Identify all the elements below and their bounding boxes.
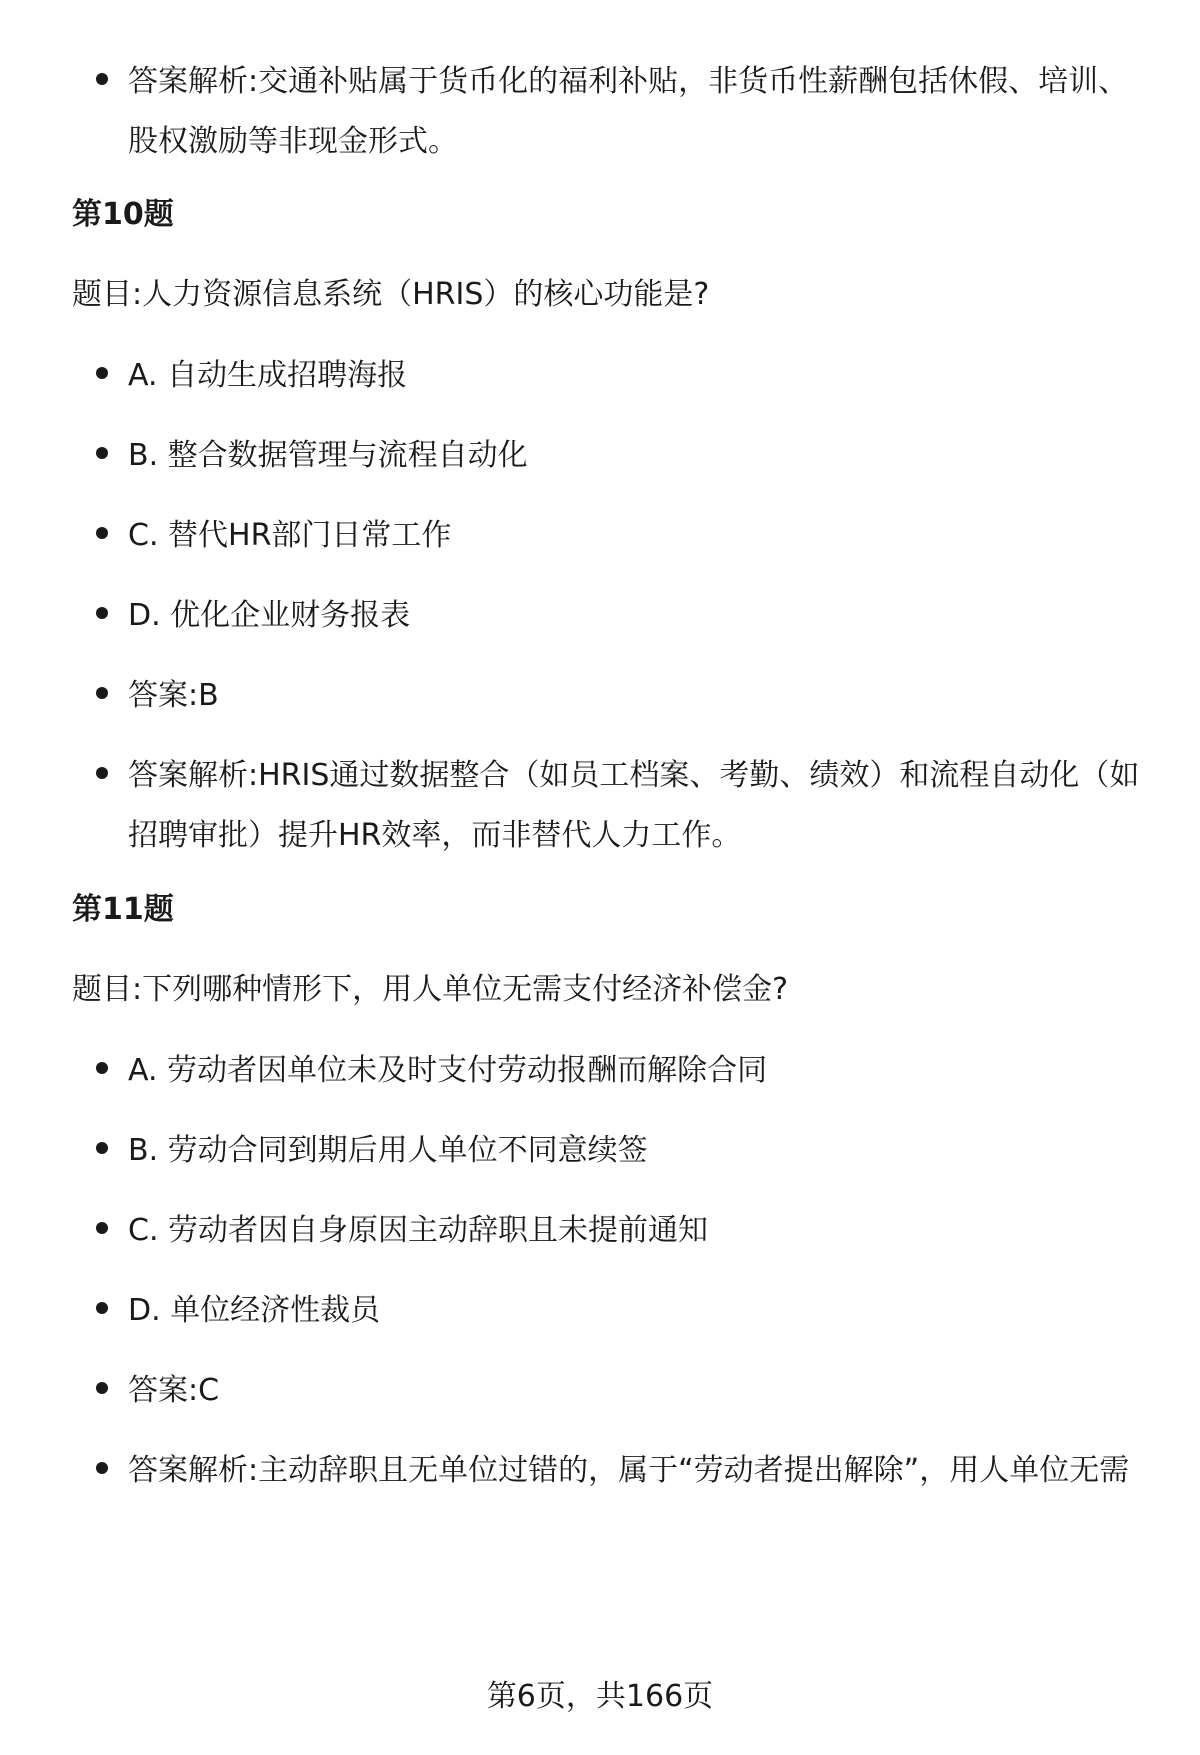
bullet-icon — [96, 73, 108, 85]
q10-option-c-text: C. 替代HR部门日常工作 — [128, 518, 452, 553]
q9-explanation — [96, 52, 1156, 172]
q10-option-c — [96, 506, 1156, 566]
q11-option-a-text: A. 劳动者因单位未及时支付劳动报酬而解除合同 — [128, 1053, 768, 1088]
q11-answer — [96, 1361, 1156, 1421]
q10-heading: 第10题 — [72, 197, 174, 232]
q11-option-b — [96, 1121, 1156, 1181]
q10-option-a-text: A. 自动生成招聘海报 — [128, 358, 408, 393]
q10-option-d-text: D. 优化企业财务报表 — [128, 598, 411, 633]
bullet-icon — [96, 447, 108, 459]
q11-option-c-text: C. 劳动者因自身原因主动辞职且未提前通知 — [128, 1213, 709, 1248]
bullet-icon — [96, 607, 108, 619]
q11-option-a — [96, 1041, 1156, 1101]
bullet-icon — [96, 1462, 108, 1474]
bullet-icon — [96, 767, 108, 779]
q11-stem: 题目:下列哪种情形下，用人单位无需支付经济补偿金? — [72, 972, 789, 1007]
q10-option-b-text: B. 整合数据管理与流程自动化 — [128, 438, 528, 473]
q10-explanation-text: 答案解析:HRIS通过数据整合（如员工档案、考勤、绩效）和流程自动化（如招聘审批）提升HR效率，而非替代人力工作。 — [128, 758, 1140, 853]
q10-option-b — [96, 426, 1156, 486]
q11-option-c — [96, 1201, 1156, 1261]
q11-explanation — [96, 1441, 1156, 1501]
q11-heading: 第11题 — [72, 892, 174, 927]
q11-option-d-text: D. 单位经济性裁员 — [128, 1293, 381, 1328]
q10-answer-text: 答案:B — [128, 678, 219, 713]
q11-option-d — [96, 1281, 1156, 1341]
q11-explanation-text: 答案解析:主动辞职且无单位过错的，属于“劳动者提出解除”，用人单位无需 — [128, 1453, 1130, 1488]
q11-answer-text: 答案:C — [128, 1373, 220, 1408]
bullet-icon — [96, 367, 108, 379]
bullet-icon — [96, 1062, 108, 1074]
bullet-icon — [96, 1142, 108, 1154]
q10-explanation — [96, 746, 1156, 866]
bullet-icon — [96, 1302, 108, 1314]
q11-option-b-text: B. 劳动合同到期后用人单位不同意续签 — [128, 1133, 648, 1168]
bullet-icon — [96, 527, 108, 539]
page-number: 第6页，共166页 — [486, 1679, 714, 1714]
q9-explanation-text: 答案解析:交通补贴属于货币化的福利补贴，非货币性薪酬包括休假、培训、股权激励等非现金形式。 — [128, 64, 1129, 159]
q10-option-d — [96, 586, 1156, 646]
q10-stem: 题目:人力资源信息系统（HRIS）的核心功能是? — [72, 277, 710, 312]
q10-answer — [96, 666, 1156, 726]
bullet-icon — [96, 1382, 108, 1394]
bullet-icon — [96, 687, 108, 699]
bullet-icon — [96, 1222, 108, 1234]
q10-option-a — [96, 346, 1156, 406]
